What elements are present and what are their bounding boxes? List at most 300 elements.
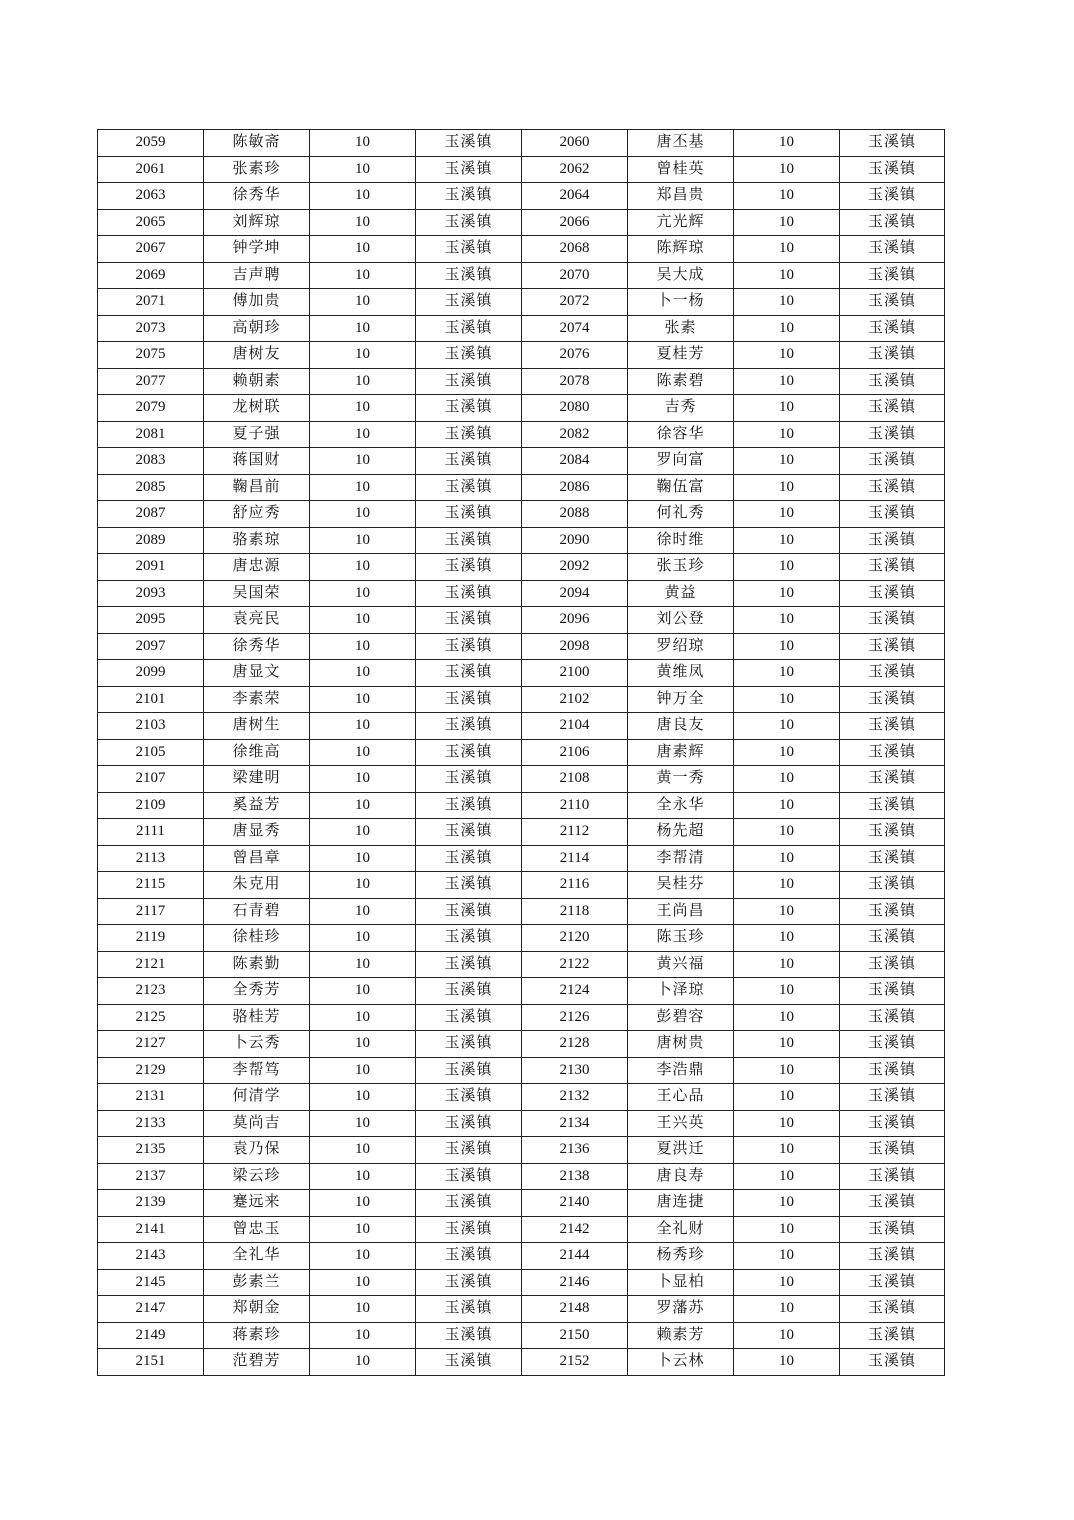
left-amount-cell: 10: [310, 766, 416, 793]
right-amount-cell: 10: [734, 1243, 840, 1270]
left-town-name-cell: 玉溪镇: [416, 342, 522, 369]
right-town-name-cell: 玉溪镇: [840, 819, 945, 846]
table-row: [98, 1243, 945, 1270]
right-record-number-cell: 2134: [522, 1110, 628, 1137]
right-town-name-cell: 玉溪镇: [840, 792, 945, 819]
roster-body: [98, 130, 945, 1376]
left-town-name-cell: 玉溪镇: [416, 156, 522, 183]
right-person-name-cell: 卜显柏: [628, 1269, 734, 1296]
left-person-name-cell: 徐桂珍: [204, 925, 310, 952]
right-amount-cell: 10: [734, 395, 840, 422]
left-record-number-cell: 2073: [98, 315, 204, 342]
right-town-name-cell: 玉溪镇: [840, 845, 945, 872]
right-town-name-cell: 玉溪镇: [840, 209, 945, 236]
left-town-name-cell: 玉溪镇: [416, 686, 522, 713]
left-amount-cell: 10: [310, 819, 416, 846]
right-record-number-cell: 2090: [522, 527, 628, 554]
left-amount-cell: 10: [310, 580, 416, 607]
right-person-name-cell: 陈玉珍: [628, 925, 734, 952]
left-person-name-cell: 唐显文: [204, 660, 310, 687]
left-record-number-cell: 2095: [98, 607, 204, 634]
left-person-name-cell: 刘辉琼: [204, 209, 310, 236]
right-person-name-cell: 徐容华: [628, 421, 734, 448]
right-record-number-cell: 2074: [522, 315, 628, 342]
left-record-number-cell: 2141: [98, 1216, 204, 1243]
right-person-name-cell: 钟万全: [628, 686, 734, 713]
right-person-name-cell: 唐丕基: [628, 130, 734, 157]
left-amount-cell: 10: [310, 1349, 416, 1376]
left-person-name-cell: 钟学坤: [204, 236, 310, 263]
right-amount-cell: 10: [734, 1057, 840, 1084]
left-town-name-cell: 玉溪镇: [416, 951, 522, 978]
left-town-name-cell: 玉溪镇: [416, 448, 522, 475]
table-row: [98, 1084, 945, 1111]
table-row: [98, 633, 945, 660]
right-town-name-cell: 玉溪镇: [840, 1322, 945, 1349]
left-record-number-cell: 2063: [98, 183, 204, 210]
left-record-number-cell: 2119: [98, 925, 204, 952]
table-row: [98, 448, 945, 475]
left-person-name-cell: 唐显秀: [204, 819, 310, 846]
right-amount-cell: 10: [734, 951, 840, 978]
left-town-name-cell: 玉溪镇: [416, 872, 522, 899]
left-record-number-cell: 2089: [98, 527, 204, 554]
left-person-name-cell: 鞠昌前: [204, 474, 310, 501]
right-amount-cell: 10: [734, 1349, 840, 1376]
left-person-name-cell: 赖朝素: [204, 368, 310, 395]
right-amount-cell: 10: [734, 448, 840, 475]
right-amount-cell: 10: [734, 607, 840, 634]
left-town-name-cell: 玉溪镇: [416, 1322, 522, 1349]
left-amount-cell: 10: [310, 315, 416, 342]
left-person-name-cell: 徐秀华: [204, 633, 310, 660]
right-amount-cell: 10: [734, 925, 840, 952]
right-person-name-cell: 吴桂芬: [628, 872, 734, 899]
right-record-number-cell: 2142: [522, 1216, 628, 1243]
right-person-name-cell: 吴大成: [628, 262, 734, 289]
right-amount-cell: 10: [734, 554, 840, 581]
right-amount-cell: 10: [734, 183, 840, 210]
left-record-number-cell: 2083: [98, 448, 204, 475]
right-town-name-cell: 玉溪镇: [840, 342, 945, 369]
left-record-number-cell: 2099: [98, 660, 204, 687]
left-person-name-cell: 吴国荣: [204, 580, 310, 607]
left-person-name-cell: 蒋素珍: [204, 1322, 310, 1349]
left-amount-cell: 10: [310, 845, 416, 872]
left-amount-cell: 10: [310, 130, 416, 157]
table-row: [98, 951, 945, 978]
right-record-number-cell: 2088: [522, 501, 628, 528]
left-record-number-cell: 2127: [98, 1031, 204, 1058]
right-amount-cell: 10: [734, 845, 840, 872]
right-person-name-cell: 曾桂英: [628, 156, 734, 183]
left-person-name-cell: 奚益芳: [204, 792, 310, 819]
left-record-number-cell: 2075: [98, 342, 204, 369]
right-town-name-cell: 玉溪镇: [840, 1296, 945, 1323]
right-amount-cell: 10: [734, 315, 840, 342]
right-person-name-cell: 夏桂芳: [628, 342, 734, 369]
right-person-name-cell: 唐良友: [628, 713, 734, 740]
left-record-number-cell: 2151: [98, 1349, 204, 1376]
left-town-name-cell: 玉溪镇: [416, 1216, 522, 1243]
right-amount-cell: 10: [734, 580, 840, 607]
left-town-name-cell: 玉溪镇: [416, 209, 522, 236]
right-person-name-cell: 鞠伍富: [628, 474, 734, 501]
left-amount-cell: 10: [310, 1216, 416, 1243]
right-amount-cell: 10: [734, 1031, 840, 1058]
right-amount-cell: 10: [734, 1137, 840, 1164]
left-town-name-cell: 玉溪镇: [416, 236, 522, 263]
right-amount-cell: 10: [734, 368, 840, 395]
table-row: [98, 792, 945, 819]
right-record-number-cell: 2084: [522, 448, 628, 475]
right-amount-cell: 10: [734, 130, 840, 157]
right-amount-cell: 10: [734, 209, 840, 236]
right-record-number-cell: 2138: [522, 1163, 628, 1190]
left-town-name-cell: 玉溪镇: [416, 1057, 522, 1084]
right-town-name-cell: 玉溪镇: [840, 1243, 945, 1270]
right-record-number-cell: 2128: [522, 1031, 628, 1058]
table-row: [98, 368, 945, 395]
right-amount-cell: 10: [734, 1216, 840, 1243]
right-record-number-cell: 2072: [522, 289, 628, 316]
left-amount-cell: 10: [310, 1004, 416, 1031]
right-town-name-cell: 玉溪镇: [840, 1137, 945, 1164]
right-person-name-cell: 陈素碧: [628, 368, 734, 395]
left-record-number-cell: 2147: [98, 1296, 204, 1323]
left-town-name-cell: 玉溪镇: [416, 633, 522, 660]
left-person-name-cell: 骆素琼: [204, 527, 310, 554]
right-person-name-cell: 罗向富: [628, 448, 734, 475]
right-amount-cell: 10: [734, 342, 840, 369]
right-record-number-cell: 2152: [522, 1349, 628, 1376]
left-amount-cell: 10: [310, 633, 416, 660]
right-town-name-cell: 玉溪镇: [840, 872, 945, 899]
left-record-number-cell: 2061: [98, 156, 204, 183]
left-town-name-cell: 玉溪镇: [416, 1031, 522, 1058]
table-row: [98, 474, 945, 501]
right-record-number-cell: 2062: [522, 156, 628, 183]
left-amount-cell: 10: [310, 925, 416, 952]
right-person-name-cell: 全礼财: [628, 1216, 734, 1243]
left-amount-cell: 10: [310, 448, 416, 475]
left-town-name-cell: 玉溪镇: [416, 395, 522, 422]
left-amount-cell: 10: [310, 686, 416, 713]
right-town-name-cell: 玉溪镇: [840, 766, 945, 793]
left-person-name-cell: 郑朝金: [204, 1296, 310, 1323]
table-row: [98, 1163, 945, 1190]
left-person-name-cell: 莫尚吉: [204, 1110, 310, 1137]
table-row: [98, 1190, 945, 1217]
right-person-name-cell: 全永华: [628, 792, 734, 819]
left-town-name-cell: 玉溪镇: [416, 421, 522, 448]
right-person-name-cell: 杨秀珍: [628, 1243, 734, 1270]
table-row: [98, 554, 945, 581]
left-person-name-cell: 唐忠源: [204, 554, 310, 581]
left-person-name-cell: 张素珍: [204, 156, 310, 183]
left-record-number-cell: 2133: [98, 1110, 204, 1137]
left-town-name-cell: 玉溪镇: [416, 792, 522, 819]
left-town-name-cell: 玉溪镇: [416, 1137, 522, 1164]
left-record-number-cell: 2081: [98, 421, 204, 448]
table-row: [98, 660, 945, 687]
right-person-name-cell: 王兴英: [628, 1110, 734, 1137]
right-person-name-cell: 李浩鼎: [628, 1057, 734, 1084]
left-person-name-cell: 朱克用: [204, 872, 310, 899]
table-row: [98, 315, 945, 342]
right-town-name-cell: 玉溪镇: [840, 448, 945, 475]
right-amount-cell: 10: [734, 898, 840, 925]
right-record-number-cell: 2060: [522, 130, 628, 157]
left-record-number-cell: 2079: [98, 395, 204, 422]
left-record-number-cell: 2069: [98, 262, 204, 289]
left-amount-cell: 10: [310, 183, 416, 210]
left-person-name-cell: 范碧芳: [204, 1349, 310, 1376]
right-record-number-cell: 2144: [522, 1243, 628, 1270]
left-record-number-cell: 2091: [98, 554, 204, 581]
left-person-name-cell: 陈敏斋: [204, 130, 310, 157]
right-amount-cell: 10: [734, 1269, 840, 1296]
left-amount-cell: 10: [310, 607, 416, 634]
right-record-number-cell: 2076: [522, 342, 628, 369]
left-amount-cell: 10: [310, 1296, 416, 1323]
left-record-number-cell: 2103: [98, 713, 204, 740]
right-town-name-cell: 玉溪镇: [840, 236, 945, 263]
right-town-name-cell: 玉溪镇: [840, 501, 945, 528]
left-amount-cell: 10: [310, 872, 416, 899]
left-amount-cell: 10: [310, 1269, 416, 1296]
right-record-number-cell: 2112: [522, 819, 628, 846]
left-amount-cell: 10: [310, 739, 416, 766]
right-person-name-cell: 彭碧容: [628, 1004, 734, 1031]
right-person-name-cell: 张玉珍: [628, 554, 734, 581]
right-town-name-cell: 玉溪镇: [840, 1269, 945, 1296]
right-town-name-cell: 玉溪镇: [840, 607, 945, 634]
right-record-number-cell: 2094: [522, 580, 628, 607]
left-amount-cell: 10: [310, 792, 416, 819]
right-person-name-cell: 郑昌贵: [628, 183, 734, 210]
table-row: [98, 421, 945, 448]
right-person-name-cell: 徐时维: [628, 527, 734, 554]
left-person-name-cell: 蒋国财: [204, 448, 310, 475]
left-person-name-cell: 全礼华: [204, 1243, 310, 1270]
right-person-name-cell: 吉秀: [628, 395, 734, 422]
left-town-name-cell: 玉溪镇: [416, 713, 522, 740]
right-record-number-cell: 2140: [522, 1190, 628, 1217]
right-town-name-cell: 玉溪镇: [840, 289, 945, 316]
right-amount-cell: 10: [734, 713, 840, 740]
left-amount-cell: 10: [310, 713, 416, 740]
right-person-name-cell: 黄一秀: [628, 766, 734, 793]
left-record-number-cell: 2097: [98, 633, 204, 660]
left-record-number-cell: 2115: [98, 872, 204, 899]
left-amount-cell: 10: [310, 1084, 416, 1111]
right-record-number-cell: 2070: [522, 262, 628, 289]
right-record-number-cell: 2126: [522, 1004, 628, 1031]
left-town-name-cell: 玉溪镇: [416, 315, 522, 342]
left-record-number-cell: 2139: [98, 1190, 204, 1217]
table-row: [98, 262, 945, 289]
left-amount-cell: 10: [310, 898, 416, 925]
right-record-number-cell: 2064: [522, 183, 628, 210]
left-town-name-cell: 玉溪镇: [416, 368, 522, 395]
right-person-name-cell: 陈辉琼: [628, 236, 734, 263]
left-town-name-cell: 玉溪镇: [416, 262, 522, 289]
right-town-name-cell: 玉溪镇: [840, 1349, 945, 1376]
right-town-name-cell: 玉溪镇: [840, 554, 945, 581]
right-record-number-cell: 2148: [522, 1296, 628, 1323]
left-person-name-cell: 夏子强: [204, 421, 310, 448]
left-record-number-cell: 2145: [98, 1269, 204, 1296]
table-row: [98, 766, 945, 793]
right-record-number-cell: 2124: [522, 978, 628, 1005]
left-person-name-cell: 卜云秀: [204, 1031, 310, 1058]
left-person-name-cell: 徐维高: [204, 739, 310, 766]
right-person-name-cell: 赖素芳: [628, 1322, 734, 1349]
left-town-name-cell: 玉溪镇: [416, 978, 522, 1005]
right-amount-cell: 10: [734, 474, 840, 501]
left-person-name-cell: 徐秀华: [204, 183, 310, 210]
right-town-name-cell: 玉溪镇: [840, 739, 945, 766]
table-row: [98, 1137, 945, 1164]
left-record-number-cell: 2065: [98, 209, 204, 236]
left-person-name-cell: 蹇远来: [204, 1190, 310, 1217]
left-amount-cell: 10: [310, 474, 416, 501]
left-person-name-cell: 龙树联: [204, 395, 310, 422]
left-person-name-cell: 彭素兰: [204, 1269, 310, 1296]
left-record-number-cell: 2101: [98, 686, 204, 713]
right-town-name-cell: 玉溪镇: [840, 474, 945, 501]
right-record-number-cell: 2096: [522, 607, 628, 634]
right-town-name-cell: 玉溪镇: [840, 1057, 945, 1084]
right-town-name-cell: 玉溪镇: [840, 1216, 945, 1243]
left-amount-cell: 10: [310, 368, 416, 395]
left-amount-cell: 10: [310, 660, 416, 687]
left-person-name-cell: 全秀芳: [204, 978, 310, 1005]
left-person-name-cell: 梁建明: [204, 766, 310, 793]
right-record-number-cell: 2116: [522, 872, 628, 899]
left-record-number-cell: 2131: [98, 1084, 204, 1111]
table-row: [98, 156, 945, 183]
right-person-name-cell: 唐连捷: [628, 1190, 734, 1217]
left-record-number-cell: 2143: [98, 1243, 204, 1270]
right-town-name-cell: 玉溪镇: [840, 713, 945, 740]
right-person-name-cell: 卜泽琼: [628, 978, 734, 1005]
table-row: [98, 1269, 945, 1296]
left-record-number-cell: 2085: [98, 474, 204, 501]
right-amount-cell: 10: [734, 236, 840, 263]
right-amount-cell: 10: [734, 739, 840, 766]
right-amount-cell: 10: [734, 686, 840, 713]
table-row: [98, 978, 945, 1005]
right-record-number-cell: 2098: [522, 633, 628, 660]
left-town-name-cell: 玉溪镇: [416, 660, 522, 687]
left-town-name-cell: 玉溪镇: [416, 898, 522, 925]
table-row: [98, 130, 945, 157]
left-town-name-cell: 玉溪镇: [416, 1243, 522, 1270]
right-record-number-cell: 2092: [522, 554, 628, 581]
right-amount-cell: 10: [734, 527, 840, 554]
right-person-name-cell: 王尚昌: [628, 898, 734, 925]
right-town-name-cell: 玉溪镇: [840, 183, 945, 210]
left-town-name-cell: 玉溪镇: [416, 554, 522, 581]
right-amount-cell: 10: [734, 792, 840, 819]
right-town-name-cell: 玉溪镇: [840, 633, 945, 660]
right-town-name-cell: 玉溪镇: [840, 686, 945, 713]
left-person-name-cell: 曾忠玉: [204, 1216, 310, 1243]
right-town-name-cell: 玉溪镇: [840, 421, 945, 448]
table-row: [98, 872, 945, 899]
right-record-number-cell: 2110: [522, 792, 628, 819]
right-town-name-cell: 玉溪镇: [840, 1110, 945, 1137]
table-row: [98, 1004, 945, 1031]
left-person-name-cell: 陈素勤: [204, 951, 310, 978]
left-town-name-cell: 玉溪镇: [416, 1296, 522, 1323]
right-person-name-cell: 罗藩苏: [628, 1296, 734, 1323]
right-town-name-cell: 玉溪镇: [840, 951, 945, 978]
left-amount-cell: 10: [310, 1243, 416, 1270]
right-person-name-cell: 唐良寿: [628, 1163, 734, 1190]
right-person-name-cell: 李帮清: [628, 845, 734, 872]
table-row: [98, 1110, 945, 1137]
table-row: [98, 289, 945, 316]
left-person-name-cell: 梁云珍: [204, 1163, 310, 1190]
left-person-name-cell: 骆桂芳: [204, 1004, 310, 1031]
right-town-name-cell: 玉溪镇: [840, 527, 945, 554]
right-person-name-cell: 杨先超: [628, 819, 734, 846]
left-town-name-cell: 玉溪镇: [416, 474, 522, 501]
right-person-name-cell: 王心品: [628, 1084, 734, 1111]
right-record-number-cell: 2068: [522, 236, 628, 263]
left-amount-cell: 10: [310, 1110, 416, 1137]
right-record-number-cell: 2102: [522, 686, 628, 713]
right-record-number-cell: 2132: [522, 1084, 628, 1111]
right-record-number-cell: 2066: [522, 209, 628, 236]
table-row: [98, 1216, 945, 1243]
right-town-name-cell: 玉溪镇: [840, 1031, 945, 1058]
right-town-name-cell: 玉溪镇: [840, 925, 945, 952]
table-row: [98, 607, 945, 634]
table-row: [98, 1296, 945, 1323]
right-person-name-cell: 唐树贵: [628, 1031, 734, 1058]
right-town-name-cell: 玉溪镇: [840, 130, 945, 157]
left-town-name-cell: 玉溪镇: [416, 1269, 522, 1296]
right-amount-cell: 10: [734, 1084, 840, 1111]
right-person-name-cell: 罗绍琼: [628, 633, 734, 660]
right-record-number-cell: 2086: [522, 474, 628, 501]
table-row: [98, 739, 945, 766]
table-row: [98, 686, 945, 713]
left-person-name-cell: 吉声聘: [204, 262, 310, 289]
right-amount-cell: 10: [734, 1296, 840, 1323]
right-town-name-cell: 玉溪镇: [840, 1190, 945, 1217]
left-town-name-cell: 玉溪镇: [416, 1163, 522, 1190]
left-amount-cell: 10: [310, 156, 416, 183]
left-person-name-cell: 何清学: [204, 1084, 310, 1111]
right-person-name-cell: 黄兴福: [628, 951, 734, 978]
right-person-name-cell: 黄维凤: [628, 660, 734, 687]
right-person-name-cell: 刘公登: [628, 607, 734, 634]
left-town-name-cell: 玉溪镇: [416, 527, 522, 554]
left-person-name-cell: 舒应秀: [204, 501, 310, 528]
left-amount-cell: 10: [310, 1031, 416, 1058]
left-record-number-cell: 2135: [98, 1137, 204, 1164]
table-row: [98, 1349, 945, 1376]
left-amount-cell: 10: [310, 501, 416, 528]
table-row: [98, 580, 945, 607]
right-town-name-cell: 玉溪镇: [840, 395, 945, 422]
left-town-name-cell: 玉溪镇: [416, 501, 522, 528]
